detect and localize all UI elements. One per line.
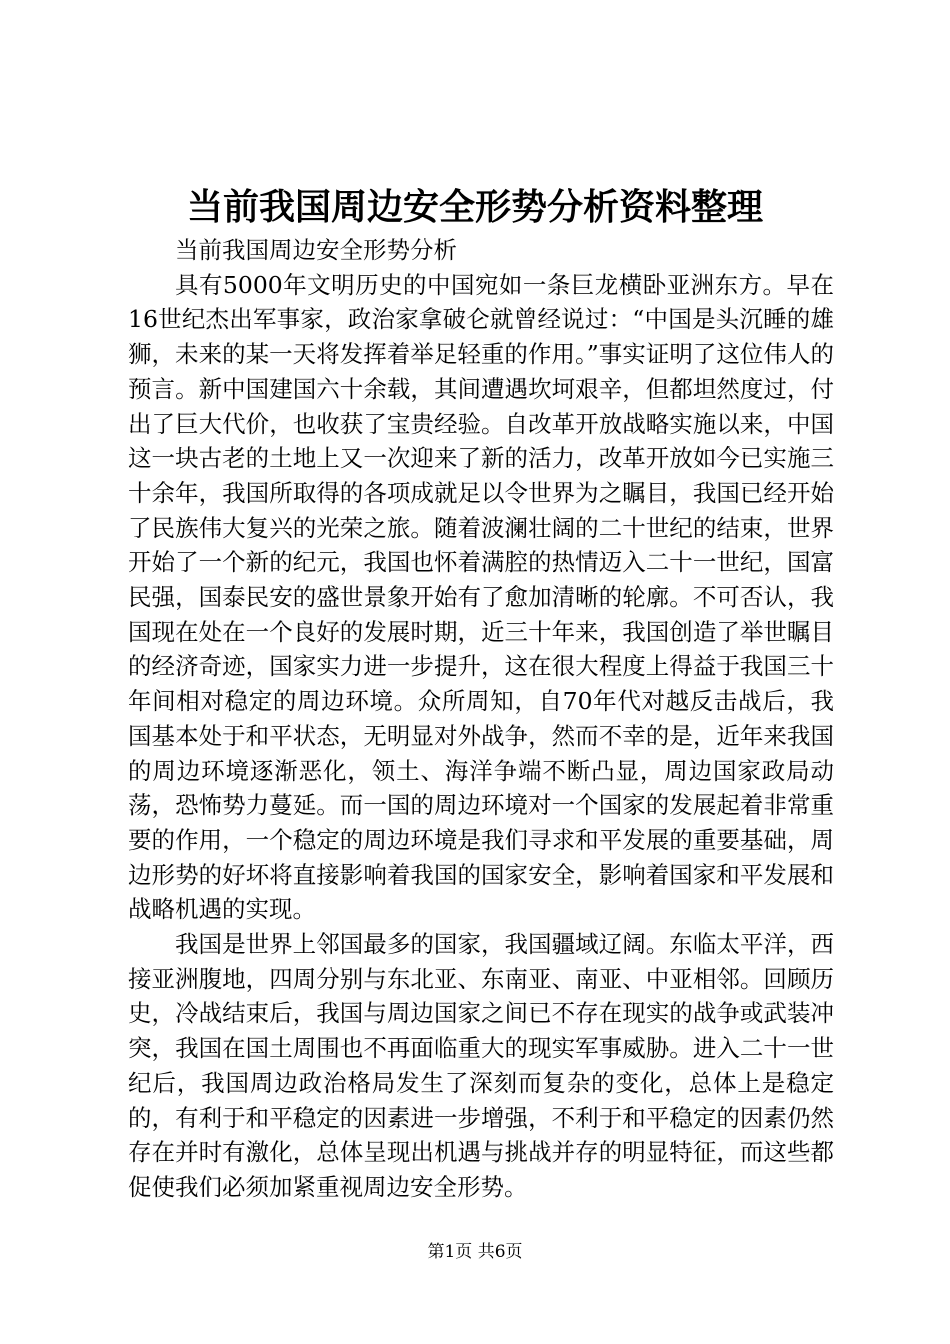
paragraph-2: 我国是世界上邻国最多的国家，我国疆域辽阔。东临太平洋，西接亚洲腹地，四周分别与东北亚、东南亚、南亚、中亚相邻。回顾历史，冷战结束后，我国与周边国家之间已不存在现实的战争或武装冲突，我国在国土周围也不再面临重大的现实军事威胁。进入二十一世纪后，我国周边政治格局发生了深刻而复杂的变化，总体上是稳定的，有利于和平稳定的因素进一步增强，不利于和平稳定的因素仍然存在并时有激化，总体呈现出机遇与挑战并存的明显特征，而这些都促使我们必须加紧重视周边安全形势。 [128,930,834,1201]
document-subtitle: 当前我国周边安全形势分析 [175,236,457,264]
paragraph-1: 具有5000年文明历史的中国宛如一条巨龙横卧亚洲东方。早在16世纪杰出军事家，政治家拿破仑就曾经说过：“中国是头沉睡的雄狮，未来的某一天将发挥着举足轻重的作用。”事实证明了这位伟人的预言。新中国建国六十余载，其间遭遇坎坷艰辛，但都坦然度过，付出了巨大代价，也收获了宝贵经验。自改革开放战略实施以来，中国这一块古老的土地上又一次迎来了新的活力，改革开放如今已实施三十余年，我国所取得的各项成就足以令世界为之瞩目，我国已经开始了民族伟大复兴的光荣之旅。随着波澜壮阔的二十世纪的结束，世界开始了一个新的纪元，我国也怀着满腔的热情迈入二十一世纪，国富民强，国泰民安的盛世景象开始有了愈加清晰的轮廓。不可否认，我国现在处在一个良好的发展时期，近三十年来，我国创造了举世瞩目的经济奇迹，国家实力进一步提升，这在很大程度上得益于我国三十年间相对稳定的周边环境。众所周知，自70年代对越反击战后，我国基本处于和平状态，无明显对外战争，然而不幸的是，近年来我国的周边环境逐渐恶化，领土、海洋争端不断凸显，周边国家政局动荡，恐怖势力蔓延。而一国的周边环境对一个国家的发展起着非常重要的作用，一个稳定的周边环境是我们寻求和平发展的重要基础，周边形势的好坏将直接影响着我国的国家安全，影响着国家和平发展和战略机遇的实现。 [128,270,834,924]
document-body [128,233,834,1205]
page-footer: 第1页 共6页 [427,1242,523,1262]
document-title: 当前我国周边安全形势分析资料整理 [186,186,763,228]
